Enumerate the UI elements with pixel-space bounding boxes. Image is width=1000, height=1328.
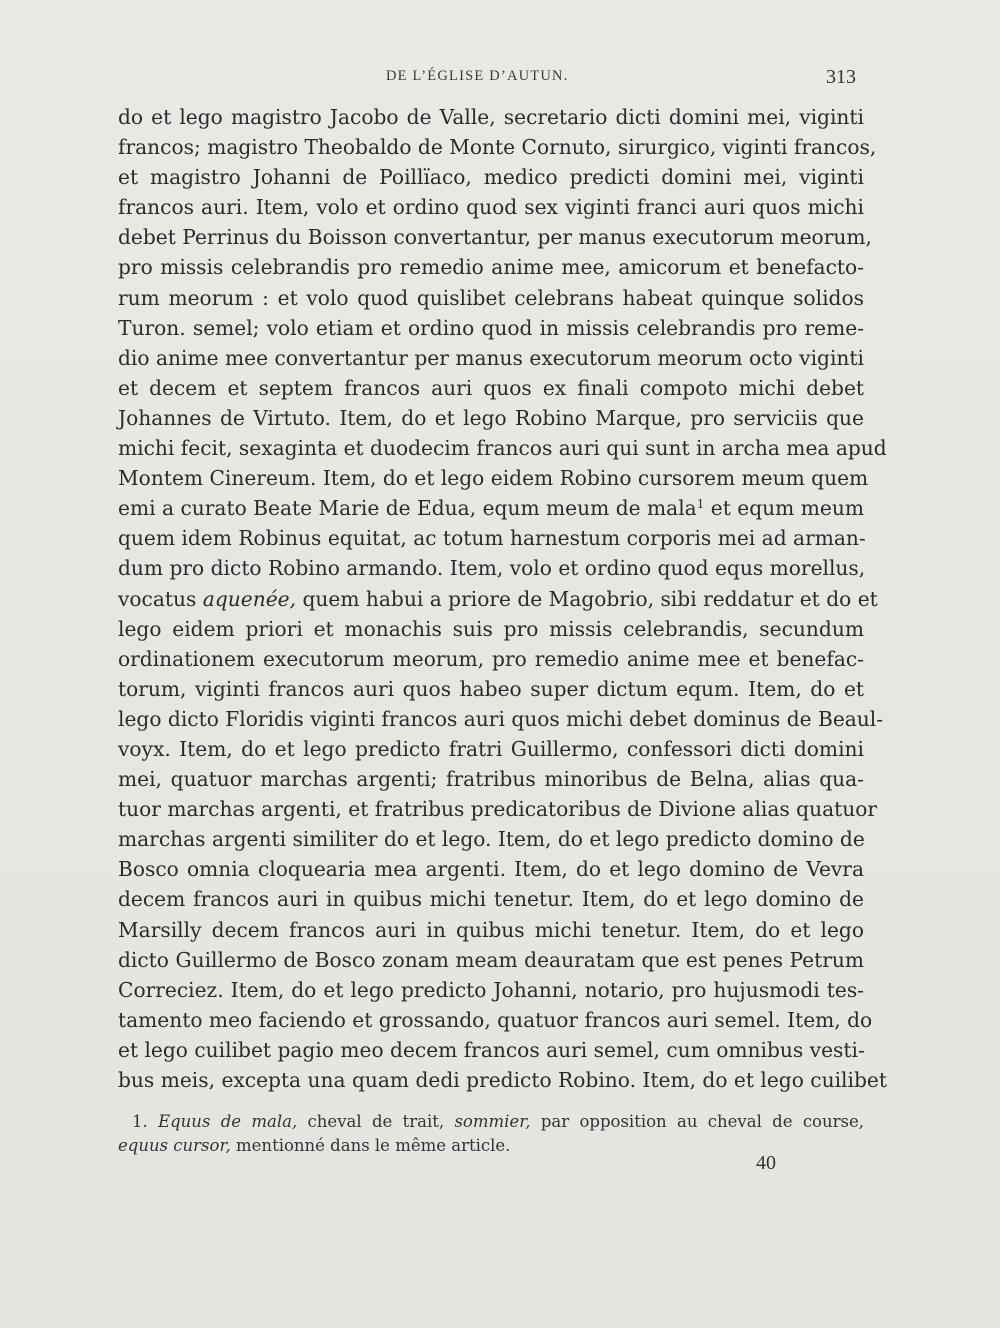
footnote-text: cheval de trait, (297, 1112, 455, 1131)
signature-mark: 40 (756, 1152, 776, 1174)
footnote-text: par opposition au cheval de course, (530, 1112, 864, 1131)
text-line: Correciez. Item, do et lego predicto Johanni, notario, pro hujusmodi tes- (118, 977, 864, 1002)
text-line: mei, quatuor marchas argenti; fratribus minoribus de Belna, alias qua- (118, 767, 864, 792)
body-text (118, 102, 887, 1095)
footnote-italic: equus cursor, (118, 1136, 231, 1155)
text-line: rum meorum : et volo quod quislibet celebrans habeat quinque solidos (118, 285, 864, 310)
text-line: Johannes de Virtuto. Item, do et lego Robino Marque, pro serviciis que (118, 405, 864, 430)
text-line: debet Perrinus du Boisson convertantur, per manus executorum meorum, (118, 225, 872, 250)
text-segment: vocatus (118, 586, 197, 611)
footnote-reference: 1 (696, 497, 705, 512)
text-line: torum, viginti francos auri quos habeo super dictum equm. Item, do et (118, 676, 864, 701)
text-line: lego eidem priori et monachis suis pro missis celebrandis, secundum (118, 616, 864, 641)
text-line: lego dicto Floridis viginti francos auri quos michi debet dominus de Beaul- (118, 706, 884, 731)
footnote-italic: Equus de mala, (158, 1112, 298, 1131)
text-segment: et equm meum (704, 496, 865, 521)
text-line-with-footnote-ref (118, 493, 864, 523)
text-line: Marsilly decem francos auri in quibus michi tenetur. Item, do et lego (118, 917, 864, 942)
text-line: voyx. Item, do et lego predicto fratri Guillermo, confessori dicti domini (118, 736, 864, 761)
text-segment: quem habui a priore de Magobrio, sibi reddatur et do et (296, 586, 878, 611)
text-line: pro missis celebrandis pro remedio anime mee, amicorum et benefacto- (118, 255, 864, 280)
text-line: francos auri. Item, volo et ordino quod sex viginti franci auri quos michi (118, 195, 864, 220)
text-line: tuor marchas argenti, et fratribus predicatoribus de Divione alias quatuor (118, 797, 878, 822)
text-line: marchas argenti similiter do et lego. Item, do et lego predicto domino de (118, 827, 865, 852)
text-line-with-italic (118, 584, 878, 614)
text-line: ordinationem executorum meorum, pro remedio anime mee et benefac- (118, 646, 864, 671)
footnote (118, 1110, 864, 1158)
text-line: michi fecit, sexaginta et duodecim francos auri qui sunt in archa mea apud (118, 436, 887, 461)
text-line: Bosco omnia cloquearia mea argenti. Item, do et lego domino de Vevra (118, 857, 864, 882)
footnote-line (132, 1110, 864, 1134)
italic-term: aquenée, (202, 586, 297, 611)
text-line: quem idem Robinus equitat, ac totum harnestum corporis mei ad arman- (118, 526, 866, 551)
text-line: Montem Cinereum. Item, do et lego eidem Robino cursorem meum quem (118, 466, 869, 491)
footnote-number: 1. (132, 1112, 148, 1131)
text-line: Turon. semel; volo etiam et ordino quod in missis celebrandis pro reme- (118, 315, 864, 340)
text-line: et magistro Johanni de Poillïaco, medico predicti domini mei, viginti (118, 165, 864, 190)
text-segment: emi a curato Beate Marie de Edua, equm meum de mala (118, 496, 697, 521)
text-line: do et lego magistro Jacobo de Valle, secretario dicti domini mei, viginti (118, 105, 864, 129)
text-line: decem francos auri in quibus michi tenetur. Item, do et lego domino de (118, 887, 864, 912)
text-line: dio anime mee convertantur per manus executorum meorum octo viginti (118, 345, 864, 370)
footnote-text: mentionné dans le même article. (230, 1136, 511, 1155)
text-line: dum pro dicto Robino armando. Item, volo et ordino quod equs morellus, (118, 556, 866, 581)
running-head-title: DE L’ÉGLISE D’AUTUN. (386, 68, 569, 84)
page-number: 313 (826, 66, 856, 88)
text-line: et decem et septem francos auri quos ex finali compoto michi debet (118, 375, 864, 400)
footnote-italic: sommier, (454, 1112, 531, 1131)
text-line: et lego cuilibet pagio meo decem francos auri semel, cum omnibus vesti- (118, 1037, 865, 1062)
text-line: bus meis, excepta una quam dedi predicto Robino. Item, do et lego cuilibet (118, 1068, 887, 1092)
text-line: tamento meo faciendo et grossando, quatuor francos auri semel. Item, do (118, 1007, 873, 1032)
text-line: dicto Guillermo de Bosco zonam meam deauratam que est penes Petrum (118, 947, 864, 972)
text-line: francos; magistro Theobaldo de Monte Cornuto, sirurgico, viginti francos, (118, 135, 877, 160)
footnote-line (118, 1134, 864, 1158)
